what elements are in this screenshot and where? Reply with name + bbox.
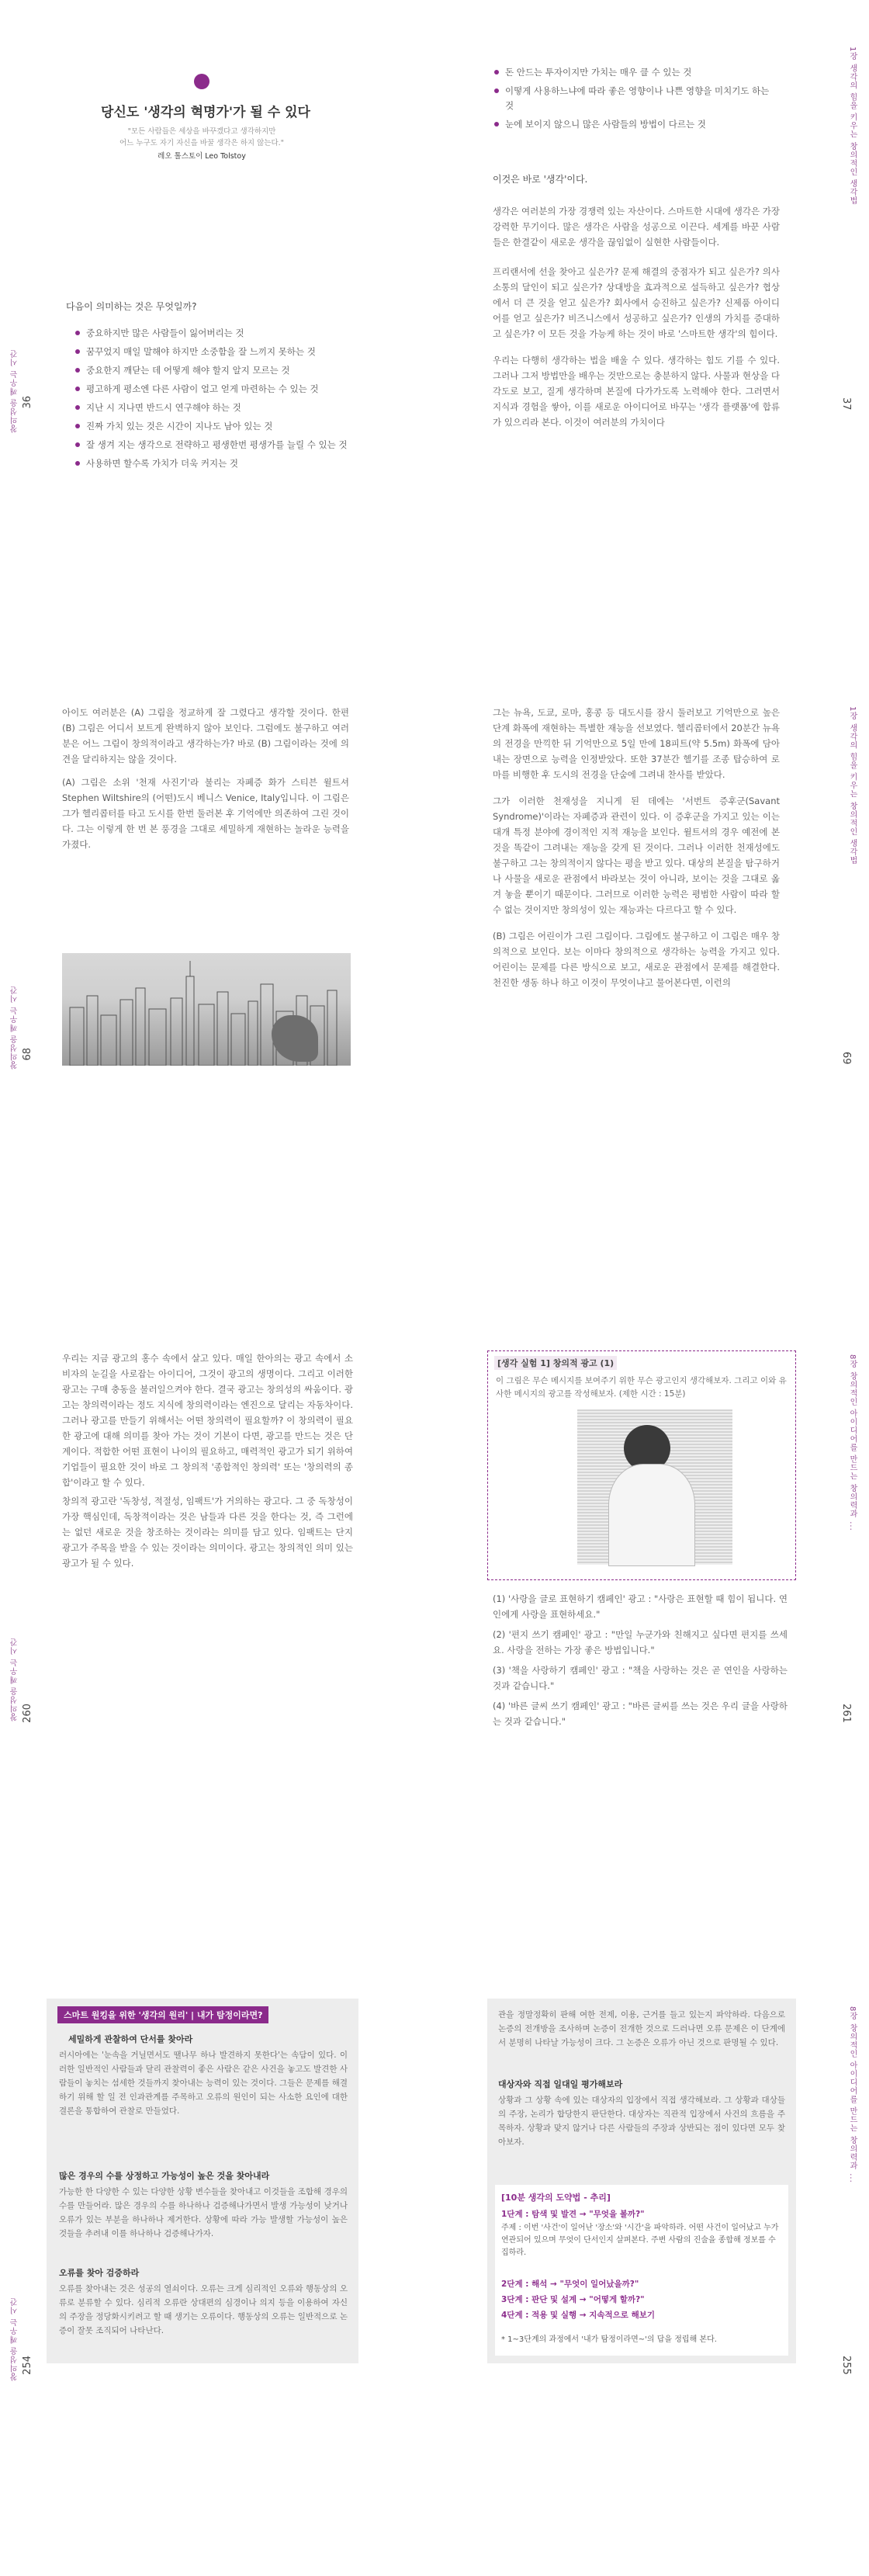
side-label: 1장 생각의 힘을 키우는 창의적인 생각법 [848,706,857,865]
box-header: 스마트 원킹을 위한 '생각의 원리' | 내가 탐정이라면? [57,2006,268,2023]
list-item: 중요한지 깨닫는 데 어떻게 해야 할지 알지 모르는 것 [74,363,392,378]
body-text: 아이도 여러분은 (A) 그림을 정교하게 잘 그렸다고 생각할 것이다. 한편 (B) 그림은 어디서 보트게 완벽하지 않아 보인다. 그럼에도 불구하고 여러분은 어느 그림이 창의적이라고 생각하는가? 바로 (B) 그림이라는 것에 의견을 달리하지는 않을 것이다. (A) 그림은 소위 '천재 사진기'라 불리는 자폐증 화가 스티븐 윌트셔 Stephen Wiltshire의 (어떤)도시 베니스 Venice, Italy입니다. 이 그림은 그가 헬리콥터를 타고 도시를 한번 둘러본 후 기억에만 의존하여 그린 것이다. 그는 이렇게 한 번 본 풍경을 그대로 세밀하게 재현하는 놀라운 능력을 가졌다. [62,707,349,850]
side-label: 창의성을 깨우는 시간 [11,1638,19,1721]
page-261 [434,1312,869,1746]
steps-box [495,2185,788,2356]
side-label: 창의성을 깨우는 시간 [11,2297,19,2381]
page-number: 37 [840,397,852,411]
answer: 이것은 바로 '생각'이다. [493,174,588,185]
section-head: 대상자와 직접 일대일 평가해보라 [498,2079,623,2089]
box-text: 이 그림은 무슨 메시지를 보여주기 위한 무슨 광고인지 생각해보자. 그리고 이와 유사한 메시지의 광고를 작성해보자. (제한 시간 : 15분) [496,1376,787,1399]
list-item: 잘 생겨 지는 생각으로 전략하고 평생한번 평생가를 늘릴 수 있는 것 [74,438,392,452]
body-text: 우리는 지금 광고의 홍수 속에서 살고 있다. 매일 한아의는 광고 속에서 소비자의 눈길을 사로잡는 아이디어, 그것이 광고의 생명이다. 그리고 이러한 광고는 구매 충동을 불러일으켜야 한다. 결국 광고는 창의성의 싸움이다. 광고는 창의력이라는 정도 지식에 창의력이라는 엔진으로 달리는 자동차이다. 그러나 광고를 만들기 위해서는 어떤 창의력이 필요할까? 이 창의력이 필요한 광고에 대해 의미를 찾아 가는 것이 기본이 다면, 광고를 만드는 것은 단계이다. 적합한 어떤 표현이 나이의 필요하고, 매력적인 광고가 되기 위하여 기업들이 필요한 것이 바로 그 창의적 '종합적인 창의력' 또는 '창의력의 종합'이라고 할 수 있다. 창의적 광고란 '독창성, 적절성, 임팩트'가 거의하는 광고다. 그 중 독창성이 가장 핵심인데, 독창적이라는 것은 남들과 다른 것을 한다는 것, 즉 그런에는 없던 새로운 것을 창조하는 것이라는 의미를 담고 있다. 임팩트는 단지 광고가 주목을 받을 수 있는 것이라는 의미이다. 광고는 창의적인 의미 있는 광고가 될 수 있다. [62,1353,353,1569]
spread-3 [0,1312,869,1746]
page-number: 255 [840,2356,852,2375]
step: 3단계 : 판단 및 설계 → "어떻게 할까?" [501,2295,645,2304]
side-label: 창의성을 깨우는 시간 [11,986,19,1070]
spread-2 [0,660,869,1094]
section-head: 많은 경우의 수를 상정하고 가능성이 높은 것을 찾아내라 [59,2171,270,2181]
page-260 [0,1312,434,1746]
section-body: 러시아에는 '눈속을 거닐면서도 땔나무 하나 발견하지 못한다'는 속담이 있다. 이러한 일반적인 사람들과 달리 관찰력이 좋은 사람은 같은 사건을 놓고도 발견한 사람들이 놓치는 섬세한 것들까지 찾아내는 능력이 있는 것이다. 그들은 문제를 해결하기 위해 할 일 전 인과관계를 주목하고 오류의 원인이 되는 사소한 요인에 대한 결론을 통합하여 관찰로 만들었다. [59,2051,348,2116]
page-68 [0,660,434,1094]
list-item: 꿈꾸었지 매일 말해야 하지만 소중함을 잘 느끼지 못하는 것 [74,345,392,359]
spread-1 [0,0,869,469]
body-text: 생각은 여러분의 가장 경쟁력 있는 자산이다. 스마트한 시대에 생각은 가장 강력한 무기이다. 많은 생각은 사람을 성공으로 이끈다. 세계를 바꾼 사람들은 한결같이 새로운 생각을 끊임없이 실현한 사람들이다. 프리랜서에 선을 찾아고 싶은가? 문제 해결의 중점자가 되고 싶은가? 의사소통의 달인이 되고 싶은가? 상대방을 효과적으로 설득하고 싶은가? 협상에서 더 큰 것을 얻고 싶은가? 회사에서 승진하고 싶은가? 신제품 아이디어를 얻고 싶은가? 비즈니스에서 성공하고 싶은가? 인생의 가치를 증대하고 싶은가? 이 모든 것을 가능케 하는 것이 바로 '스마트한 생각'의 힘이다. 우리는 다행히 생각하는 법을 배울 수 있다. 생각하는 힘도 기를 수 있다. 그러나 그저 방법만을 배우는 것만으로는 충분하지 않다. 사물과 현상을 다각도로 보고, 질게 생각하며 본질에 다가가도록 노력해야 한다. 그러면서 지식과 경험을 쌓아, 이를 새로운 아이디어로 바꾸는 '생각 플랫폼'에 합류가 있으리라 본다. 이것이 여러분의 가치이다 [493,206,780,428]
intro-text: 관을 정말정확히 판해 여한 전제, 이용, 근거를 들고 있는지 파악하라. 다음으로 논증의 전개방을 조사하며 논증이 전개한 것으로 드러나면 오류 문제은 이 단계에서 분명히 나타날 가능성이 크다. 그 논증은 오류가 아닌 것으로 판명될 수 있다. [498,2010,785,2047]
quote: "모든 사람들은 세상을 바꾸겠다고 생각하지만 어느 누구도 자기 자신을 바꿀 생각은 하지 않는다." 레오 톨스토이 Leo Tolstoy [119,127,285,161]
list-item: 진짜 가치 있는 것은 시간이 지나도 남아 있는 것 [74,419,392,434]
question: 다음이 의미하는 것은 무엇일까? [66,301,197,312]
section-body: 오류를 찾아내는 것은 성공의 열쇠이다. 오류는 크게 심리적인 오류와 행동상의 오류로 분류할 수 있다. 심리적 오류란 상대편의 심경이나 의지 등을 이용하여 자신의 주장을 정당화시키려고 할 때 생기는 오류이다. 행동상의 오류는 일반적으로 논증이 잘못 조직되어 나타난다. [59,2284,348,2335]
list-item: 중요하지만 많은 사람들이 잃어버리는 것 [74,326,392,341]
page-number: 260 [22,1704,33,1723]
spread-4 [0,1964,869,2398]
side-label: 8장 창의적인 아이디어를 만드는 창의력과 ... [848,1354,857,1531]
section-head: 오류를 찾아 검증하라 [59,2268,140,2278]
step: 2단계 : 해석 → "무엇이 일어났을까?" [501,2280,639,2289]
bullet-list [74,326,392,475]
page-heading: 당신도 '생각의 혁명가'가 될 수 있다 [101,105,310,120]
step: 4단계 : 적용 및 실행 → 지속적으로 해보기 [501,2311,656,2320]
sidebar-box [487,1999,796,2363]
list-item: 돈 안드는 투자이지만 가치는 매우 클 수 있는 것 [493,65,772,80]
page-number: 254 [22,2356,33,2375]
page-number: 68 [22,1048,33,1061]
page-37 [434,0,869,435]
page-number: 36 [22,396,33,409]
section [59,2266,348,2338]
wiltshire-drawing [62,953,351,1066]
list-item: 평고하게 평소엔 다른 사람이 얼고 얻게 마련하는 수 있는 것 [74,382,392,397]
page-number: 69 [840,1052,852,1065]
steps-title: [10분 생각의 도약법 - 추리] [501,2193,611,2203]
section [59,2033,348,2118]
list-item: 사용하면 할수록 가치가 더욱 커지는 것 [74,456,392,471]
bullet-list [493,65,772,136]
hug-photo [577,1409,732,1565]
title-icon [194,74,209,89]
answers: (1) '사랑을 글로 표현하기 캠페인' 광고 : "사랑은 표현할 때 힘이 됩니다. 연인에게 사랑을 표현하세요." (2) '편지 쓰기 캠페인' 광고 : "만일 누군가와 친해지고 싶다면 편지를 쓰세요. 사랑을 전하는 가장 좋은 방법입니다." (3) '책을 사랑하기 캠페인' 광고 : "책을 사랑하는 것은 곧 연인을 사랑하는 것과 같습니다." (4) '바른 글씨 쓰기 캠페인' 광고 : "바른 글씨를 쓰는 것은 우리 글을 사랑하는 것과 같습니다." [493,1593,788,1727]
note: * 1~3단계의 과정에서 '내가 탐정이라면~'의 답을 정립해 본다. [501,2335,717,2344]
list-item: 지난 시 지나면 반드시 연구해야 하는 것 [74,400,392,415]
section-body: 상황과 그 상황 속에 있는 대상자의 입장에서 직접 생각해보라. 그 상황과 대상들의 주장, 논리가 합당한지 판단한다. 대상자는 직관적 입장에서 사건의 흐름을 주목하자. 상황과 맞지 않거나 다른 사람들의 주장과 상반되는 점이 있다면 모두 찾아보자. [498,2096,785,2147]
section [59,2169,348,2241]
step: 주제 : 이번 '사건'이 일어난 '장소'와 '시간'을 파악하라. 어떤 사건이 일어났고 누가 연관되어 있으며 무엇이 단서인지 살펴본다. 주변 사람의 진술을 종합해 정보를 수집하라. [501,2224,779,2257]
section-body: 가능한 한 다양한 수 있는 다양한 상황 변수들을 찾아내고 이것들을 조합해 경우의 수를 만들어라. 많은 경우의 수를 하나하나 검증해나가면서 발생 가능성이 낮거나 오류가 있는 부분을 하나하나 제거한다. 상황에 따라 가능 발생할 가능성이 높은 것들을 추려내 이를 하나하나 검증해나가자. [59,2187,348,2238]
body-text: 그는 뉴욕, 도쿄, 로마, 홍콩 등 대도시를 잠시 둘러보고 기억만으로 높은 단계 화폭에 재현하는 특별한 재능을 선보였다. 헬리콥터에서 20분간 뉴욕의 전경을 만끽한 뒤 기억만으로 5일 만에 18피트(약 5.5m) 화폭에 담아내는 장면으로 능력을 인정받았다. 또한 37분간 헬기를 조종 탑승하여 로마를 비행한 후 도시의 전경을 단숨에 그려내 찬사를 받았다. 그가 이러한 천재성을 지니게 된 데에는 '서번트 증후군(Savant Syndrome)'이라는 자폐증과 관련이 있다. 이 증후군을 가지고 있는 이는 대개 특정 분야에 경이적인 지적 재능을 보인다. 윌트셔의 경우 예전에 본 것을 똑같이 그려내는 재능을 갖게 된 것이다. 그러나 이러한 천재성에도 불구하고 그는 창의적이지 않다는 평을 받고 있다. 대상의 본질을 탐구하거나 사물을 새로운 관점에서 바라보는 것이 아니라, 보이는 것을 그대로 옮겨 놓을 뿐이기 때문이다. 그러므로 이러한 능력은 평범한 사람이 따라 할 수 없는 것이지만 창의성이 있는 재능과는 다르다고 할 수 있다. (B) 그림은 어린이가 그린 그림이다. 그림에도 불구하고 이 그림은 매우 창의적으로 보인다. 보는 이마다 창의적으로 생각하는 능력을 가지고 있다. 어린이는 문제를 다른 방식으로 보고, 새로운 관점에서 문제를 해결한다. 천진한 생동 하나 하고 이것이 무엇이냐고 물어본다면, 이런의 [493,707,780,988]
step: 1단계 : 탐색 및 발견 → "무엇을 볼까?" [501,2210,645,2219]
sidebar-box [47,1999,358,2363]
box-title: [생각 실험 1] 창의적 광고 (1) [494,1356,617,1370]
page-36 [0,0,434,469]
page-69 [434,660,869,1094]
thinking-box [487,1350,796,1580]
side-label: 1장 생각의 힘을 키우는 창의적인 생각법 [848,47,857,206]
side-label: 창의성을 깨우는 시간 [11,349,19,433]
section-head: 세밀하게 관찰하여 단서를 찾아라 [68,2034,193,2044]
page-number: 261 [840,1704,852,1723]
side-label: 8장 창의적인 아이디어를 만드는 창의력과 ... [848,2006,857,2183]
page-255 [434,1964,869,2398]
person-body [608,1464,695,1566]
page-254 [0,1964,434,2398]
list-item: 눈에 보이지 않으니 많은 사람들의 방법이 다르는 것 [493,117,772,132]
list-item: 이떻게 사용하느냐에 따라 좋은 영향이나 나쁜 영향을 미치기도 하는 것 [493,84,772,113]
